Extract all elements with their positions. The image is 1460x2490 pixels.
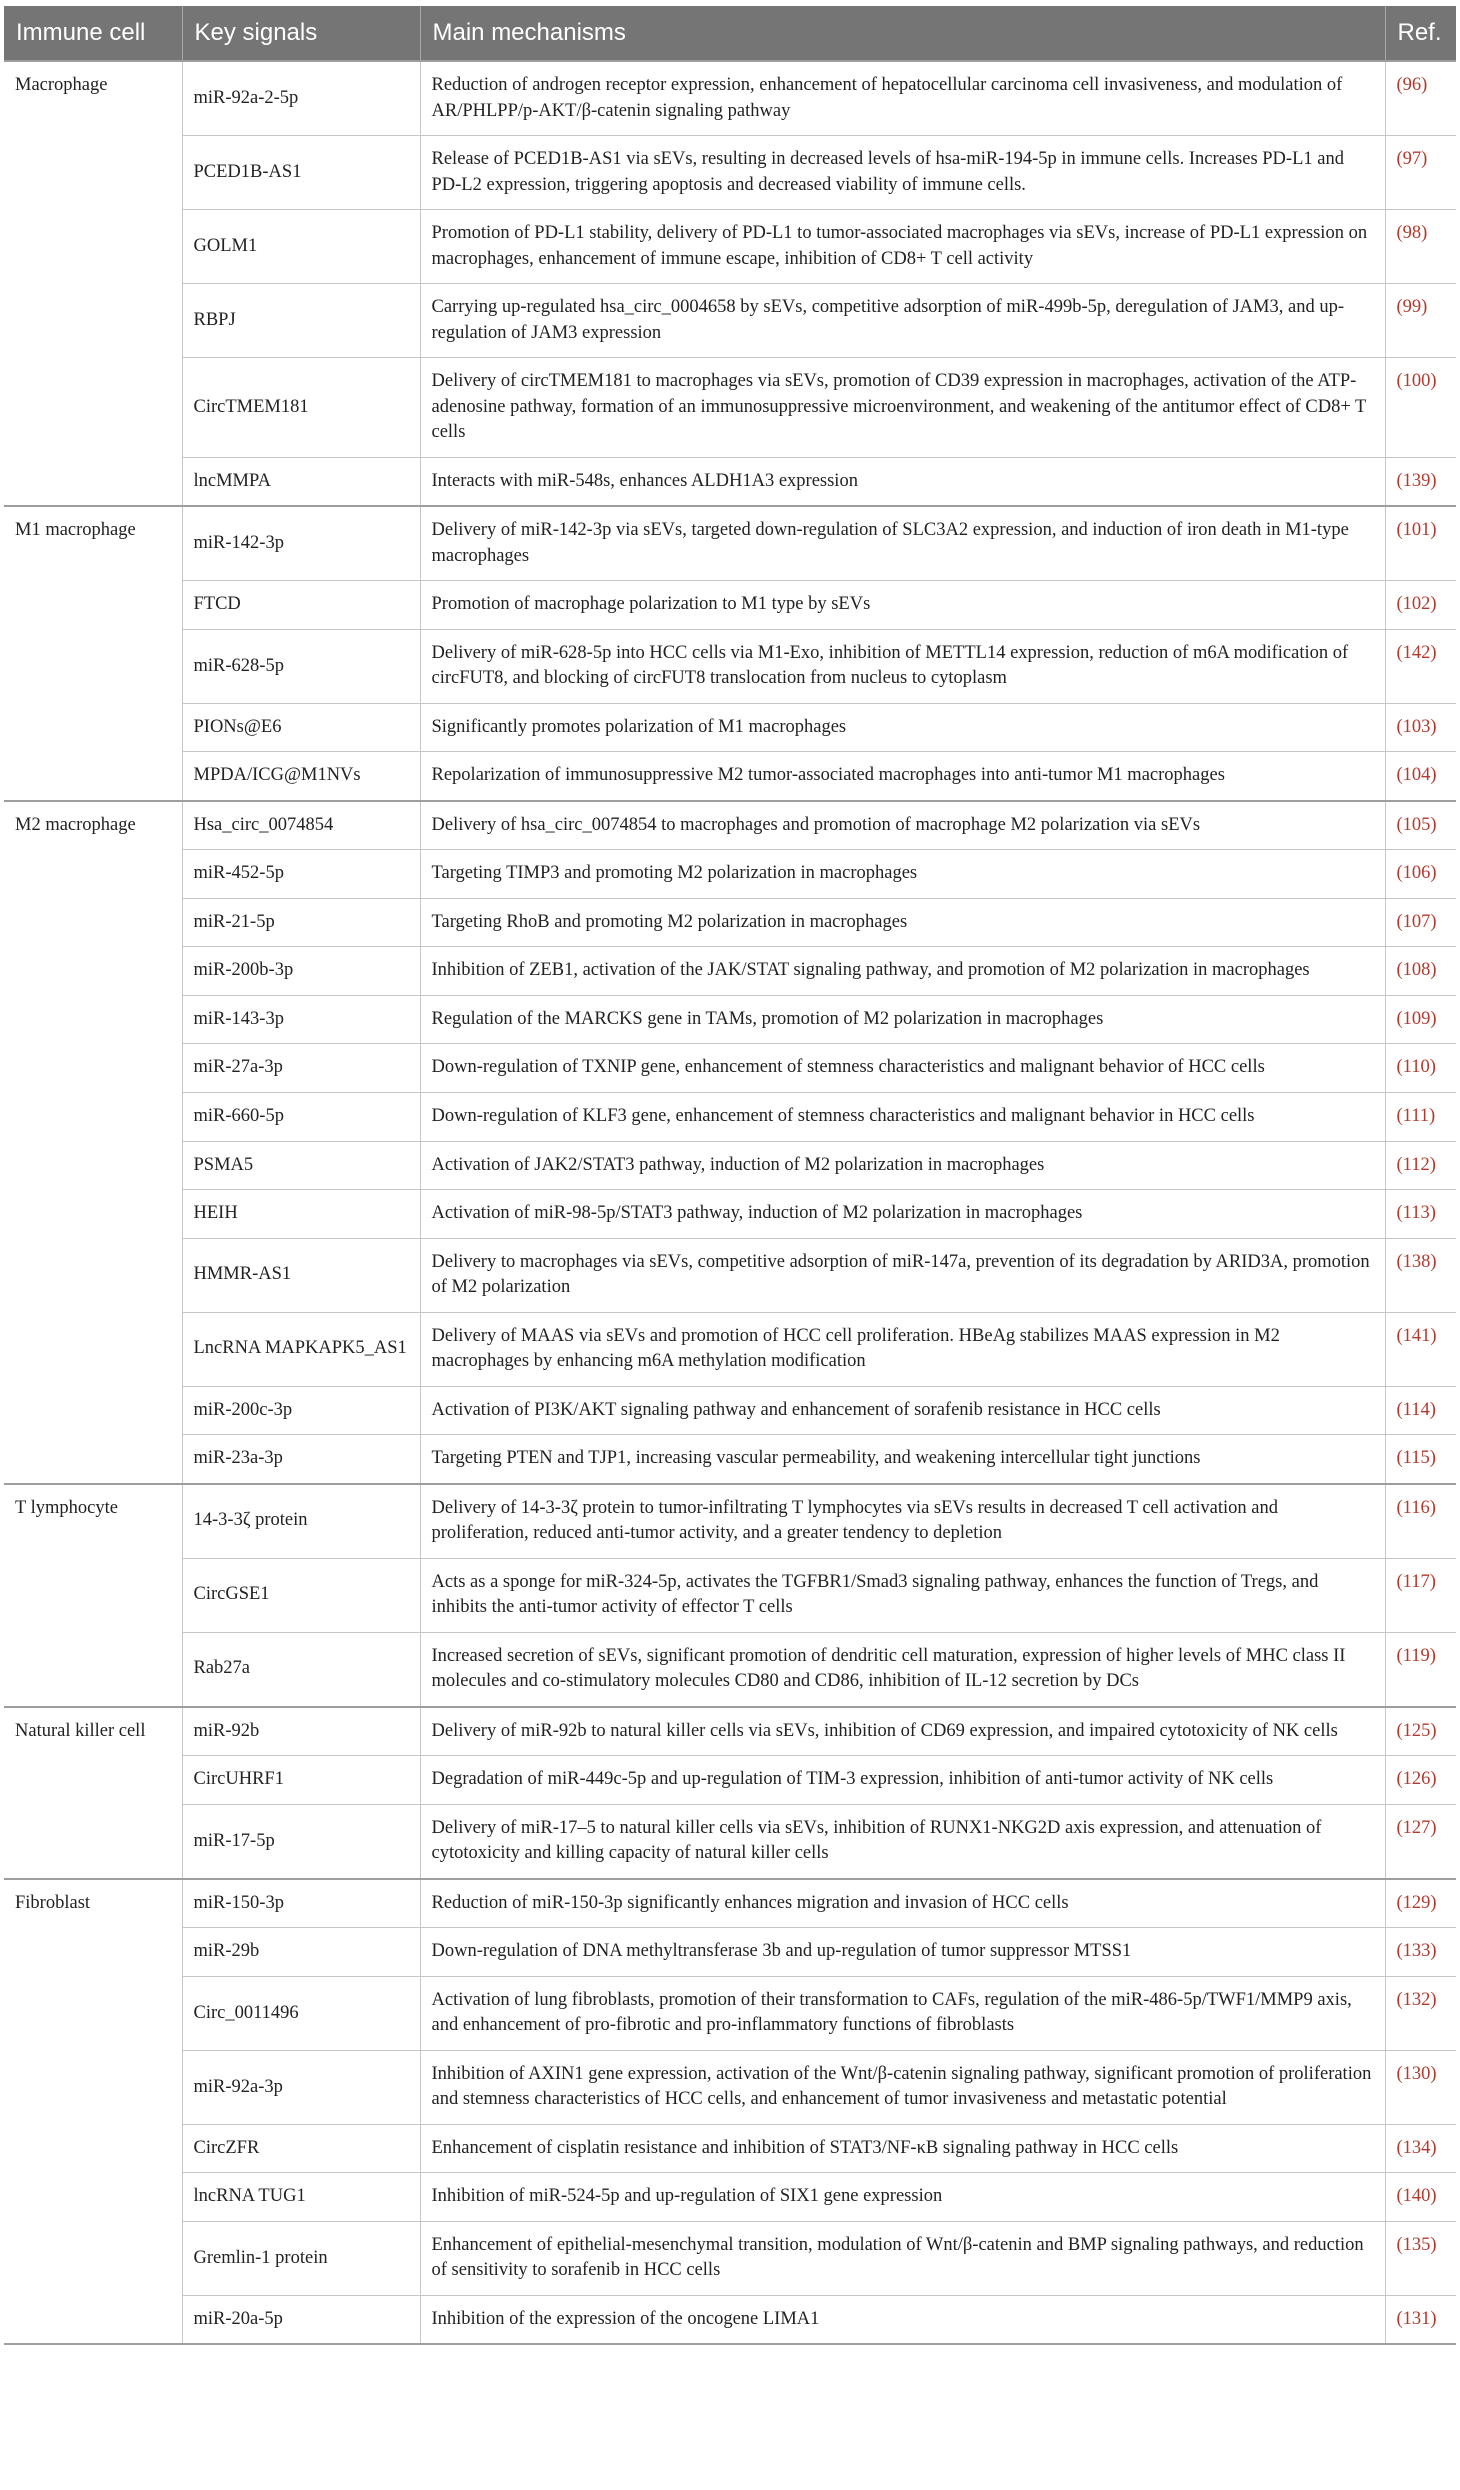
reference-link[interactable]: (105): [1385, 801, 1456, 850]
table-row: [4, 703, 1456, 752]
key-signal: miR-92a-3p: [182, 2050, 420, 2124]
reference-link[interactable]: (115): [1385, 1435, 1456, 1484]
table-row: [4, 947, 1456, 996]
reference-link[interactable]: (142): [1385, 629, 1456, 703]
reference-link[interactable]: (140): [1385, 2173, 1456, 2222]
table-row: [4, 1976, 1456, 2050]
key-signal: miR-29b: [182, 1928, 420, 1977]
main-mechanism: Activation of JAK2/STAT3 pathway, induction of M2 polarization in macrophages: [420, 1141, 1385, 1190]
table-row: [4, 1312, 1456, 1386]
key-signal: miR-20a-5p: [182, 2295, 420, 2344]
reference-link[interactable]: (114): [1385, 1386, 1456, 1435]
main-mechanism: Delivery of 14-3-3ζ protein to tumor-infiltrating T lymphocytes via sEVs results in decreased T cell activation and proliferation, reduced anti-tumor activity, and a greater tendency to depletion: [420, 1484, 1385, 1559]
table-row: [4, 1238, 1456, 1312]
main-mechanism: Significantly promotes polarization of M1 macrophages: [420, 703, 1385, 752]
reference-link[interactable]: (117): [1385, 1558, 1456, 1632]
key-signal: Gremlin-1 protein: [182, 2221, 420, 2295]
table-row: [4, 210, 1456, 284]
table-row: [4, 995, 1456, 1044]
immune-cell-name: T lymphocyte: [4, 1484, 182, 1707]
table-row: [4, 1879, 1456, 1928]
table-row: [4, 358, 1456, 458]
table-row: [4, 2050, 1456, 2124]
main-mechanism: Targeting TIMP3 and promoting M2 polarization in macrophages: [420, 850, 1385, 899]
main-mechanism: Reduction of miR-150-3p significantly enhances migration and invasion of HCC cells: [420, 1879, 1385, 1928]
table-row: [4, 898, 1456, 947]
key-signal: CircTMEM181: [182, 358, 420, 458]
reference-link[interactable]: (125): [1385, 1707, 1456, 1756]
table-row: [4, 1386, 1456, 1435]
reference-link[interactable]: (127): [1385, 1804, 1456, 1879]
table-row: [4, 801, 1456, 850]
table-row: [4, 1928, 1456, 1977]
main-mechanism: Inhibition of miR-524-5p and up-regulation of SIX1 gene expression: [420, 2173, 1385, 2222]
key-signal: CircZFR: [182, 2124, 420, 2173]
header-ref: Ref.: [1385, 6, 1456, 61]
key-signal: Circ_0011496: [182, 1976, 420, 2050]
table-row: [4, 629, 1456, 703]
table-row: [4, 506, 1456, 581]
key-signal: miR-92b: [182, 1707, 420, 1756]
reference-link[interactable]: (104): [1385, 752, 1456, 801]
main-mechanism: Release of PCED1B-AS1 via sEVs, resulting in decreased levels of hsa-miR-194-5p in immune cells. Increases PD-L1 and PD-L2 expression, triggering apoptosis and decreased viability of immune cells.: [420, 136, 1385, 210]
immune-cell-name: Natural killer cell: [4, 1707, 182, 1879]
main-mechanism: Reduction of androgen receptor expression, enhancement of hepatocellular carcinoma cell invasiveness, and modulation of AR/PHLPP/p-AKT/β-catenin signaling pathway: [420, 61, 1385, 136]
header-row: [4, 6, 1456, 61]
table-row: [4, 61, 1456, 136]
reference-link[interactable]: (129): [1385, 1879, 1456, 1928]
main-mechanism: Activation of lung fibroblasts, promotion of their transformation to CAFs, regulation of the miR-486-5p/TWF1/MMP9 axis, and enhancement of pro-fibrotic and pro-inflammatory functions of fibroblasts: [420, 1976, 1385, 2050]
key-signal: miR-660-5p: [182, 1093, 420, 1142]
reference-link[interactable]: (112): [1385, 1141, 1456, 1190]
key-signal: CircUHRF1: [182, 1756, 420, 1805]
reference-link[interactable]: (132): [1385, 1976, 1456, 2050]
key-signal: miR-23a-3p: [182, 1435, 420, 1484]
key-signal: miR-21-5p: [182, 898, 420, 947]
immune-cell-name: Fibroblast: [4, 1879, 182, 2345]
reference-link[interactable]: (102): [1385, 581, 1456, 630]
table-row: [4, 2295, 1456, 2344]
main-mechanism: Repolarization of immunosuppressive M2 tumor-associated macrophages into anti-tumor M1 macrophages: [420, 752, 1385, 801]
key-signal: PIONs@E6: [182, 703, 420, 752]
table-header: [4, 6, 1456, 61]
main-mechanism: Inhibition of the expression of the oncogene LIMA1: [420, 2295, 1385, 2344]
key-signal: PSMA5: [182, 1141, 420, 1190]
main-mechanism: Degradation of miR-449c-5p and up-regulation of TIM-3 expression, inhibition of anti-tumor activity of NK cells: [420, 1756, 1385, 1805]
main-mechanism: Down-regulation of DNA methyltransferase 3b and up-regulation of tumor suppressor MTSS1: [420, 1928, 1385, 1977]
key-signal: miR-27a-3p: [182, 1044, 420, 1093]
reference-link[interactable]: (106): [1385, 850, 1456, 899]
main-mechanism: Promotion of PD-L1 stability, delivery of PD-L1 to tumor-associated macrophages via sEVs, increase of PD-L1 expression on macrophages, enhancement of immune escape, inhibition of CD8+ T cell activity: [420, 210, 1385, 284]
header-immune-cell: Immune cell: [4, 6, 182, 61]
main-mechanism: Delivery of circTMEM181 to macrophages via sEVs, promotion of CD39 expression in macrophages, activation of the ATP-adenosine pathway, formation of an immunosuppressive microenvironment, and weakening of the antitumor effect of CD8+ T cells: [420, 358, 1385, 458]
key-signal: LncRNA MAPKAPK5_AS1: [182, 1312, 420, 1386]
table-row: [4, 2221, 1456, 2295]
main-mechanism: Delivery to macrophages via sEVs, competitive adsorption of miR-147a, prevention of its degradation by ARID3A, promotion of M2 polarization: [420, 1238, 1385, 1312]
key-signal: HEIH: [182, 1190, 420, 1239]
reference-link[interactable]: (133): [1385, 1928, 1456, 1977]
key-signal: lncRNA TUG1: [182, 2173, 420, 2222]
immune-cell-table: [4, 6, 1456, 2345]
immune-cell-name: M1 macrophage: [4, 506, 182, 801]
main-mechanism: Delivery of miR-17–5 to natural killer cells via sEVs, inhibition of RUNX1-NKG2D axis expression, and attenuation of cytotoxicity and killing capacity of natural killer cells: [420, 1804, 1385, 1879]
reference-link[interactable]: (111): [1385, 1093, 1456, 1142]
table-row: [4, 581, 1456, 630]
table-row: [4, 1093, 1456, 1142]
main-mechanism: Down-regulation of KLF3 gene, enhancement of stemness characteristics and malignant behavior in HCC cells: [420, 1093, 1385, 1142]
table-row: [4, 2173, 1456, 2222]
table-row: [4, 284, 1456, 358]
header-main-mechanisms: Main mechanisms: [420, 6, 1385, 61]
table-row: [4, 457, 1456, 506]
key-signal: miR-17-5p: [182, 1804, 420, 1879]
key-signal: miR-92a-2-5p: [182, 61, 420, 136]
table-row: [4, 1756, 1456, 1805]
reference-link[interactable]: (135): [1385, 2221, 1456, 2295]
main-mechanism: Targeting RhoB and promoting M2 polarization in macrophages: [420, 898, 1385, 947]
key-signal: HMMR-AS1: [182, 1238, 420, 1312]
key-signal: MPDA/ICG@M1NVs: [182, 752, 420, 801]
reference-link[interactable]: (110): [1385, 1044, 1456, 1093]
main-mechanism: Delivery of miR-628-5p into HCC cells via M1-Exo, inhibition of METTL14 expression, reduction of m6A modification of circFUT8, and blocking of circFUT8 translocation from nucleus to cytoplasm: [420, 629, 1385, 703]
key-signal: miR-628-5p: [182, 629, 420, 703]
header-key-signals: Key signals: [182, 6, 420, 61]
reference-link[interactable]: (107): [1385, 898, 1456, 947]
main-mechanism: Delivery of miR-142-3p via sEVs, targeted down-regulation of SLC3A2 expression, and induction of iron death in M1-type macrophages: [420, 506, 1385, 581]
table-row: [4, 1804, 1456, 1879]
key-signal: GOLM1: [182, 210, 420, 284]
main-mechanism: Acts as a sponge for miR-324-5p, activates the TGFBR1/Smad3 signaling pathway, enhances the function of Tregs, and inhibits the anti-tumor activity of effector T cells: [420, 1558, 1385, 1632]
main-mechanism: Carrying up-regulated hsa_circ_0004658 by sEVs, competitive adsorption of miR-499b-5p, deregulation of JAM3, and up-regulation of JAM3 expression: [420, 284, 1385, 358]
main-mechanism: Activation of miR-98-5p/STAT3 pathway, induction of M2 polarization in macrophages: [420, 1190, 1385, 1239]
reference-link[interactable]: (97): [1385, 136, 1456, 210]
key-signal: 14-3-3ζ protein: [182, 1484, 420, 1559]
table-row: [4, 850, 1456, 899]
reference-link[interactable]: (100): [1385, 358, 1456, 458]
reference-link[interactable]: (108): [1385, 947, 1456, 996]
key-signal: Rab27a: [182, 1632, 420, 1707]
immune-cell-name: M2 macrophage: [4, 801, 182, 1484]
reference-link[interactable]: (113): [1385, 1190, 1456, 1239]
reference-link[interactable]: (130): [1385, 2050, 1456, 2124]
table-row: [4, 1044, 1456, 1093]
main-mechanism: Inhibition of AXIN1 gene expression, activation of the Wnt/β-catenin signaling pathway, significant promotion of proliferation and stemness characteristics of HCC cells, and enhancement of tumor invasiveness and metastatic potential: [420, 2050, 1385, 2124]
table-row: [4, 1435, 1456, 1484]
immune-cell-name: Macrophage: [4, 61, 182, 506]
reference-link[interactable]: (98): [1385, 210, 1456, 284]
table-row: [4, 1190, 1456, 1239]
key-signal: lncMMPA: [182, 457, 420, 506]
main-mechanism: Increased secretion of sEVs, significant promotion of dendritic cell maturation, expression of higher levels of MHC class II molecules and co-stimulatory molecules CD80 and CD86, inhibition of IL-12 secretion by DCs: [420, 1632, 1385, 1707]
reference-link[interactable]: (103): [1385, 703, 1456, 752]
key-signal: CircGSE1: [182, 1558, 420, 1632]
main-mechanism: Targeting PTEN and TJP1, increasing vascular permeability, and weakening intercellular tight junctions: [420, 1435, 1385, 1484]
reference-link[interactable]: (101): [1385, 506, 1456, 581]
table-row: [4, 136, 1456, 210]
main-mechanism: Interacts with miR-548s, enhances ALDH1A3 expression: [420, 457, 1385, 506]
main-mechanism: Regulation of the MARCKS gene in TAMs, promotion of M2 polarization in macrophages: [420, 995, 1385, 1044]
main-mechanism: Delivery of hsa_circ_0074854 to macrophages and promotion of macrophage M2 polarization via sEVs: [420, 801, 1385, 850]
table-body: [4, 61, 1456, 2344]
key-signal: miR-200b-3p: [182, 947, 420, 996]
main-mechanism: Enhancement of cisplatin resistance and inhibition of STAT3/NF-κB signaling pathway in HCC cells: [420, 2124, 1385, 2173]
reference-link[interactable]: (96): [1385, 61, 1456, 136]
key-signal: PCED1B-AS1: [182, 136, 420, 210]
key-signal: Hsa_circ_0074854: [182, 801, 420, 850]
main-mechanism: Activation of PI3K/AKT signaling pathway and enhancement of sorafenib resistance in HCC cells: [420, 1386, 1385, 1435]
main-mechanism: Down-regulation of TXNIP gene, enhancement of stemness characteristics and malignant behavior of HCC cells: [420, 1044, 1385, 1093]
reference-link[interactable]: (126): [1385, 1756, 1456, 1805]
reference-link[interactable]: (141): [1385, 1312, 1456, 1386]
reference-link[interactable]: (138): [1385, 1238, 1456, 1312]
reference-link[interactable]: (131): [1385, 2295, 1456, 2344]
table-row: [4, 1632, 1456, 1707]
main-mechanism: Inhibition of ZEB1, activation of the JAK/STAT signaling pathway, and promotion of M2 polarization in macrophages: [420, 947, 1385, 996]
key-signal: miR-142-3p: [182, 506, 420, 581]
reference-link[interactable]: (116): [1385, 1484, 1456, 1559]
reference-link[interactable]: (109): [1385, 995, 1456, 1044]
table-row: [4, 1558, 1456, 1632]
key-signal: miR-143-3p: [182, 995, 420, 1044]
reference-link[interactable]: (119): [1385, 1632, 1456, 1707]
reference-link[interactable]: (134): [1385, 2124, 1456, 2173]
table-row: [4, 1484, 1456, 1559]
key-signal: FTCD: [182, 581, 420, 630]
main-mechanism: Promotion of macrophage polarization to M1 type by sEVs: [420, 581, 1385, 630]
main-mechanism: Delivery of miR-92b to natural killer cells via sEVs, inhibition of CD69 expression, and impaired cytotoxicity of NK cells: [420, 1707, 1385, 1756]
key-signal: miR-200c-3p: [182, 1386, 420, 1435]
key-signal: RBPJ: [182, 284, 420, 358]
table-row: [4, 1141, 1456, 1190]
main-mechanism: Delivery of MAAS via sEVs and promotion of HCC cell proliferation. HBeAg stabilizes MAAS expression in M2 macrophages by enhancing m6A methylation modification: [420, 1312, 1385, 1386]
key-signal: miR-150-3p: [182, 1879, 420, 1928]
key-signal: miR-452-5p: [182, 850, 420, 899]
table-row: [4, 2124, 1456, 2173]
table-row: [4, 752, 1456, 801]
reference-link[interactable]: (99): [1385, 284, 1456, 358]
reference-link[interactable]: (139): [1385, 457, 1456, 506]
table-row: [4, 1707, 1456, 1756]
main-mechanism: Enhancement of epithelial-mesenchymal transition, modulation of Wnt/β-catenin and BMP signaling pathways, and reduction of sensitivity to sorafenib in HCC cells: [420, 2221, 1385, 2295]
